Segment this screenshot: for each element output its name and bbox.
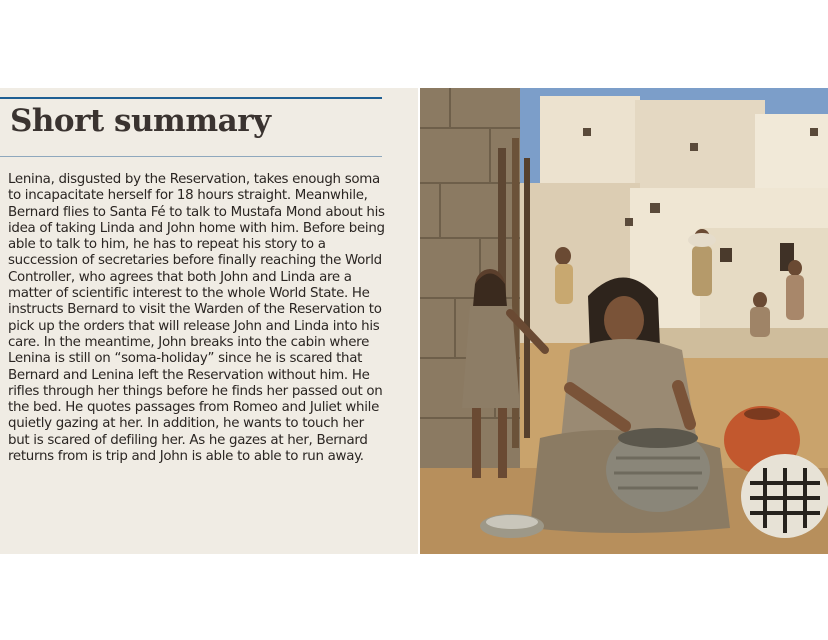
summary-text: Lenina, disgusted by the Reservation, takes enough soma to incapacitate herself for 18 hours straight. Meanwhile, Bernard flies to Santa Fé to talk to Mustafa Mond about his idea of taking Linda and John home with him. Before being able to talk to him, he has to repeat his story to a succession of secretaries before finally reaching the World Controller, who agrees that both John and Linda are a matter of scientific interest to the whole World State. He instructs Bernard to visit the Warden of the Reservation to pick up the orders that will release John and Linda into his care. In the meantime, John breaks into the cabin where Lenina is still on “soma-holiday” since he is scared that Bernard and Lenina left the Reservation without him. He rifles through her things before he finds her passed out on the bed. He quotes passages from Romeo and Juliet while quietly gazing at her. In addition, he wants to touch her but is scared of defiling her. As he gazes at her, Bernard returns from is trip and John is able to able to run away. [8,172,385,465]
top-rule [0,97,382,99]
title-underline [0,156,382,157]
page-title: Short summary [10,103,271,139]
pueblo-illustration [420,88,828,554]
adobe-buildings [520,96,828,358]
summary-panel [0,88,418,554]
